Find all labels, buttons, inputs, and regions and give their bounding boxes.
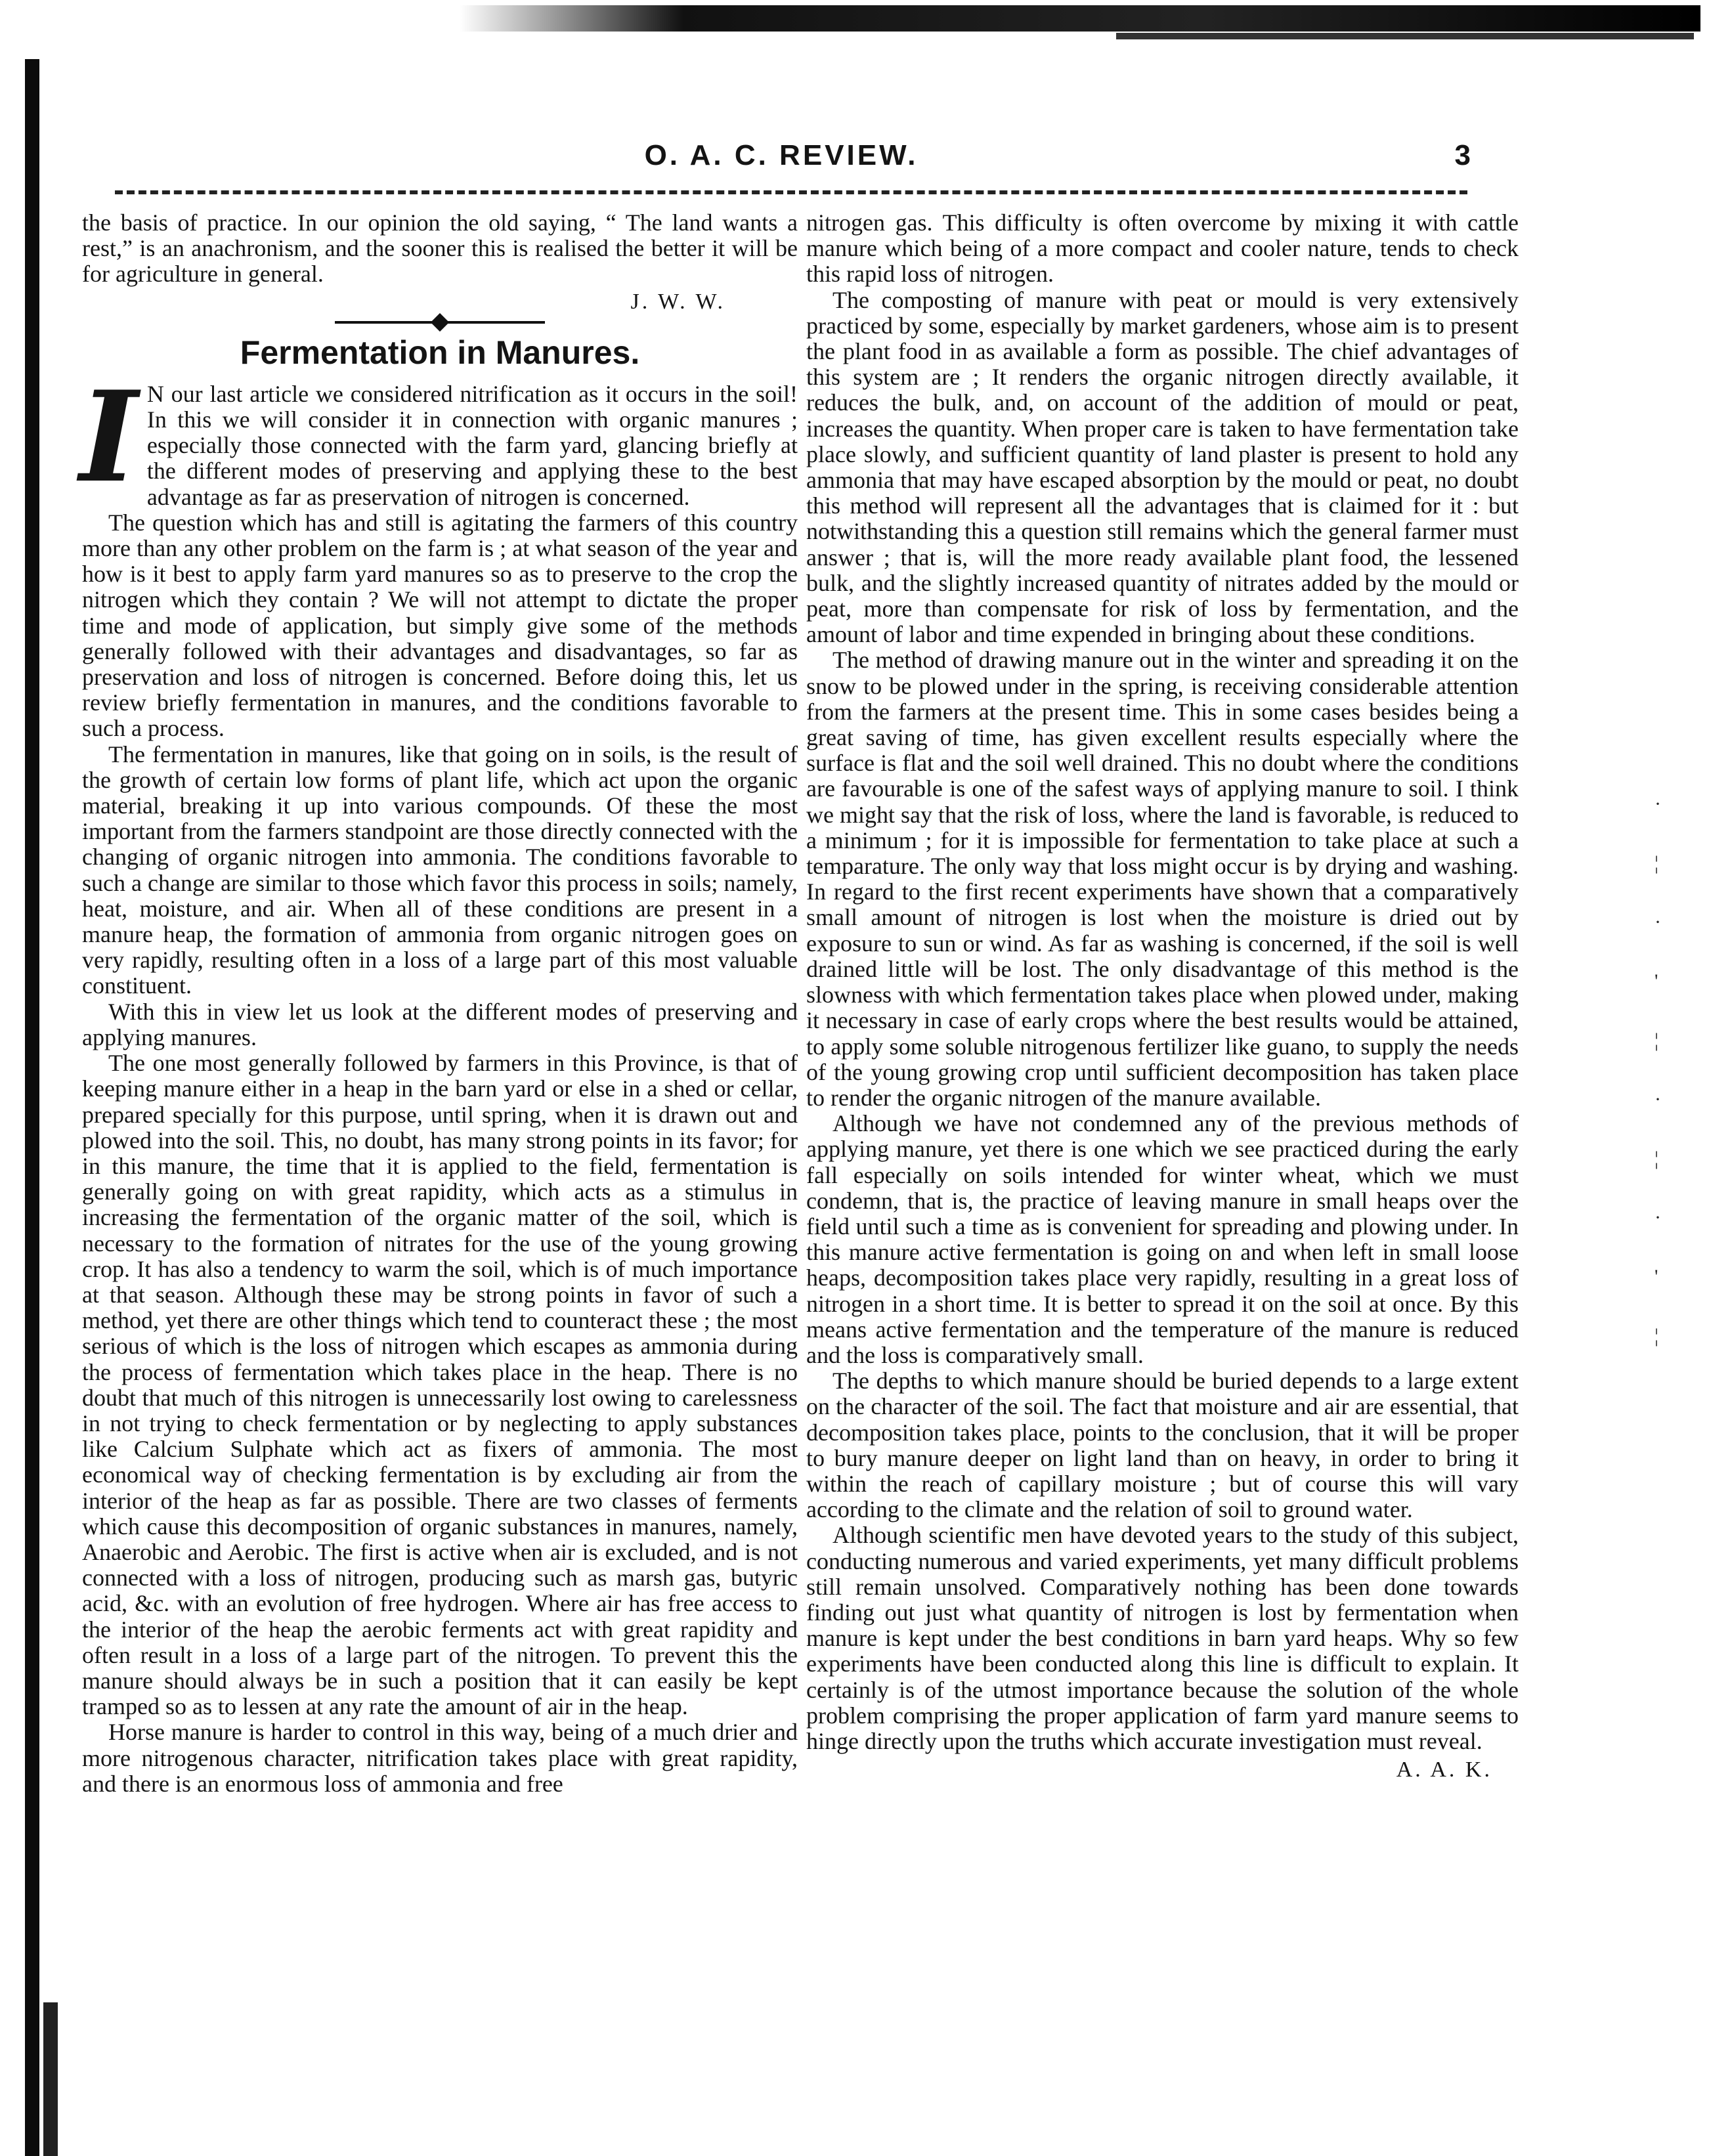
continued-paragraph: the basis of practice. In our opinion the old saying, “ The land wants a rest,” is an anachronism, and the sooner this is realised the better it will be for agriculture in general. — [82, 209, 798, 288]
left-column — [79, 209, 798, 1797]
article-paragraph-3: The fermentation in manures, like that going on in soils, is the result of the growth of certain low forms of plant life, which act upon the organic material, breaking it up into various compounds. Of these the most important from the farmers standpoint are those directly connected with the changing of organic nitrogen into ammonia. The conditions favorable to such a change are similar to those which favor this process in soils; namely, heat, moisture, and air. When all of these conditions are present in a manure heap, the formation of ammonia from organic nitrogen goes on very rapidly, resulting often in a loss of a large part of this most valuable constituent. — [82, 741, 798, 999]
article-paragraph-8: The composting of manure with peat or mould is very extensively practiced by some, especially by market gardeners, whose aim is to present the plant food in as available a form as possible. The chief advantages of this system are ; It renders the organic nitrogen directly available, it reduces the bulk, and, on account of the addition of mould or peat, increases the quantity. When proper care is taken to have fermentation take place slowly, and sufficient quantity of land plaster is present to hold any ammonia that may have escaped absorption by the mould or peat, no doubt this method will represent all the advantages that is claimed for it : but notwithstanding this a question still remains which the general farmer must answer ; that is, will the more ready available plant food, the lessened bulk, and the slightly increased quantity of nitrates added by the mould or peat, more than compensate for risk of loss by fermentation, and the amount of labor and time expended in bringing about these conditions. — [806, 286, 1519, 648]
drop-cap: I — [79, 363, 138, 510]
article-paragraph-4: With this in view let us look at the different modes of preserving and applying manures. — [82, 998, 798, 1050]
right-column — [806, 210, 1519, 1782]
article-paragraph-11: The depths to which manure should be buried depends to a large extent on the character of the soil. The fact that moisture and air are essential, that decomposition takes place, points to the conclusion, that it will be proper to bury manure deeper on light land than on heavy, in order to bring it within the reach of capillary moisture ; but of course this will vary according to the climate and the relation of soil to ground water. — [806, 1368, 1519, 1523]
article-paragraph-9: The method of drawing manure out in the winter and spreading it on the snow to be plowed under in the spring, is receiving considerable attention from the farmers at the present time. This in some cases besides being a great saving of time, has given excellent results especially where the surface is flat and the soil well drained. This no doubt where the conditions are favourable is one of the safest ways of applying manure to soil. I think we might say that the risk of loss, where the land is favorable, is reduced to a minimum ; for it is impossible for fermentation to take place at such a temparature. The only way that loss might occur is by drying and washing. In regard to the first recent experiments have shown that a comparatively small amount of nitrogen is lost when the moisture is dried out by exposure to sun or wind. As far as washing is concerned, if the soil is well drained little will be lost. The only disadvantage of this method is the slowness with which fermentation takes place when plowed under, making it necessary in case of early crops where the best results would be attained, to apply some soluble nitrogenous fertilizer like guano, to supply the needs of the young growing crop until sufficient decomposition has taken place to render the organic nitrogen of the manure available. — [806, 647, 1519, 1111]
article-paragraph-7: nitrogen gas. This difficulty is often overcome by mixing it with cattle manure which being of a more compact and cooler nature, tends to check this rapid loss of nitrogen. — [806, 209, 1519, 288]
article-title: Fermentation in Manures. — [240, 334, 640, 371]
scan-margin-marks: · ¦ · ' ¦ · ¦ · ' ¦ — [1655, 793, 1661, 1347]
header-rule — [115, 190, 1467, 194]
paragraph-text: N our last article we considered nitrification as it occurs in the soil! In this we will consider it in connection with organic manures ; especially those connected with the farm yard, glancing briefly at the different modes of preserving and applying these to the best advantage as far as preservation of nitrogen is concerned. — [146, 380, 798, 510]
article-paragraph-10: Although we have not condemned any of the previous methods of applying manure, yet there is one which we see practiced during the early fall especially on soils intended for winter wheat, which we must condemn, that is, the practice of leaving manure in small heaps over the field until such a time as is convenient for spreading and plowing under. In this manure active fermentation is going on and when left in small loose heaps, decomposition takes place very rapidly, resulting in a great loss of nitrogen in a short time. It is better to spread it on the soil at once. By this means active fermentation and the temperature of the manure is reduced and the loss is comparatively small. — [806, 1110, 1519, 1368]
page-number: 3 — [1454, 139, 1471, 171]
journal-title: O. A. C. REVIEW. — [644, 139, 919, 171]
previous-article-signature: J. W. W. — [630, 289, 725, 314]
article-paragraph-5: The one most generally followed by farmers in this Province, is that of keeping manure either in a heap in the barn yard or else in a shed or cellar, prepared specially for this purpose, until spring, when it is drawn out and plowed into the soil. This, no doubt, has many strong points in its favor; for in this manure, the time that it is applied to the field, fermentation is generally going on with great rapidity, which acts as a stimulus in increasing the fermentation of the organic matter of the soil, which is necessary to the formation of nitrates for the use of the young growing crop. It has also a tendency to warm the soil, which is of much importance at that season. Although these may be strong points in favor of such a method, yet there are other things which tend to counteract these ; the most serious of which is the loss of nitrogen which escapes as ammonia during the process of fermentation which takes place in the heap. There is no doubt that much of this nitrogen is unnecessarily lost owing to carelessness in not trying to check fermentation or by neglecting to apply substances like Calcium Sulphate which act as fixers of ammonia. The most economical way of checking fermentation is by excluding air from the interior of the heap as far as possible. There are two classes of ferments which cause this decomposition of organic substances in manures, namely, Anaerobic and Aerobic. The first is active when air is excluded, and is not connected with a loss of nitrogen, producing such as marsh gas, butyric acid, &c. with an evolution of free hydrogen. Where air has free access to the interior of the heap the aerobic ferments act with great rapidity and often result in a loss of a large part of the nitrogen. To prevent this the manure should always be in such a position that it can easily be kept tramped so as to lessen at any rate the amount of air in the heap. — [82, 1050, 798, 1720]
article-paragraph-12: Although scientific men have devoted years to the study of this subject, conducting numerous and varied experiments, yet many difficult problems still remain unsolved. Comparatively nothing has been done towards finding out just what quantity of nitrogen is lost by fermentation when manure is kept under the best conditions in barn yard heaps. Why so few experiments have been conducted along this line is difficult to explain. It certainly is of the utmost importance because the solution of the whole problem comprising the proper application of farm yard manure seems to hinge directly upon the truths which accurate investigation must reveal. — [806, 1522, 1519, 1754]
article-paragraph-1 — [79, 363, 798, 510]
article-divider — [335, 321, 545, 324]
article-paragraph-6: Horse manure is harder to control in this way, being of a much drier and more nitrogenous character, nitrification takes place with great rapidity, and there is an enormous loss of ammonia and free — [82, 1719, 798, 1797]
scan-edge-top — [460, 5, 1700, 32]
article-signature: A. A. K. — [1396, 1757, 1492, 1782]
scan-edge-top-strip — [1116, 33, 1694, 39]
article-paragraph-2: The question which has and still is agitating the farmers of this country more than any other problem on the farm is ; at what season of the year and how is it best to apply farm yard manures so as to preserve to the crop the nitrogen which they contain ? We will not attempt to dictate the proper time and mode of application, but simply give some of the methods generally followed with their advantages and disadvantages, so far as preservation and loss of nitrogen is concerned. Before doing this, let us review briefly fermentation in manures, and the conditions favorable to such a process. — [82, 509, 798, 742]
scan-spine-left-lower — [43, 2002, 58, 2156]
scan-spine-left — [25, 59, 39, 2156]
page-header — [92, 139, 1471, 179]
